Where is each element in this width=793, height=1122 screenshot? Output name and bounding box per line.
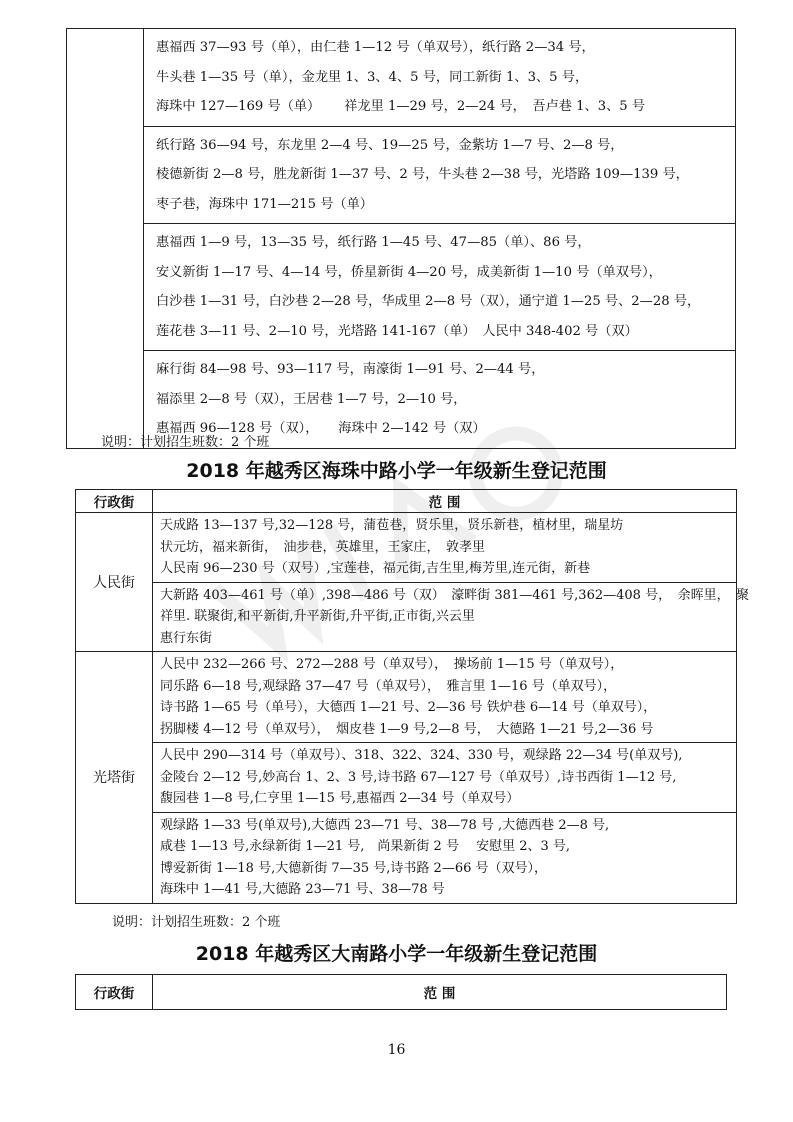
table-haizhu-school (75, 489, 750, 904)
range-cell (153, 652, 737, 743)
table-danan-school (75, 974, 727, 1010)
district-name: 人民街 (76, 513, 153, 652)
range-line: 海珠中 127—169 号（单） 祥龙里 1—29 号，2—24 号， 吾卢巷 1、3、5 号 (156, 99, 646, 114)
range-line: 诗书路 1—65 号（单号），大德西 1—21 号、2—36 号 铁炉巷 6—14 号（单双号）， (160, 700, 657, 715)
range-line: 纸行路 36—94 号，东龙里 2—4 号、19—25 号，金紫坊 1—7 号、2—8 号， (156, 137, 624, 153)
range-line: 白沙巷 1—31 号，白沙巷 2—28 号，华成里 2—8 号（双），通宁道 1—25 号、2—28 号， (156, 294, 701, 309)
range-line: 人民中 232—266 号、272—288 号（单双号）， 操场前 1—15 号（单双号）， (160, 657, 624, 672)
range-line: 惠福西 1—9 号，13—35 号，纸行路 1—45 号、47—85（单）、86 号， (156, 235, 591, 250)
range-cell (153, 743, 737, 813)
range-line: 观绿路 1—33 号(单双号),大德西 23—71 号、38—78 号 ,大德西巷 2—8 号, (160, 817, 610, 833)
range-line: 金陵台 2—12 号,妙高台 1、2、3 号,诗书路 67—127 号（单双号）,诗书西街 1—12 号, (160, 769, 677, 785)
range-line: 棱德新街 2—8 号，胜龙新街 1—37 号、2 号，牛头巷 2—38 号，光塔路 109—139 号， (156, 167, 689, 182)
range-cell (153, 582, 750, 652)
range-line: 祥里. 联聚街,和平新街,升平新街,升平街,正市街,兴云里 (160, 609, 475, 624)
range-line: 枣子巷，海珠中 171—215 号（单） (156, 196, 373, 212)
range-line: 天成路 13—137 号,32—128 号，蒲苞巷，贤乐里，贤乐新巷，植材里，瑞星坊 (160, 518, 624, 533)
range-cell (153, 513, 737, 583)
range-line: 状元坊，福来新街， 油步巷，英雄里，王家庄， 敦孝里 (160, 539, 486, 555)
range-line: 海珠中 1—41 号,大德路 23—71 号、38—78 号 (160, 882, 445, 897)
range-line: 惠行东街 (160, 630, 213, 646)
range-line: 拐脚楼 4—12 号（单双号）， 烟皮巷 1—9 号,2—8 号， 大德路 1—21 号,2—36 号 (160, 721, 654, 737)
header-district: 行政街 (76, 975, 153, 1010)
header-range: 范 围 (153, 490, 737, 513)
district-name: 光塔街 (76, 652, 153, 904)
range-line: 麻行街 84—98 号、93—117 号，南濠街 1—91 号、2—44 号， (156, 362, 545, 377)
range-line: 惠福西 37—93 号（单），由仁巷 1—12 号（单双号），纸行路 2—34 号， (156, 40, 595, 55)
range-cell (144, 126, 736, 224)
range-line: 福添里 2—8 号（双），王居巷 1—7 号，2—10 号， (156, 391, 467, 407)
range-line: 安义新街 1—17 号、4—14 号，侨星新街 4—20 号，成美新街 1—10 号（单双号）， (156, 264, 662, 280)
range-line: 人民南 96—230 号（双号）,宝莲巷，福元街,吉生里,梅芳里,连元街，新巷 (160, 561, 591, 576)
section-title: 2018 年越秀区海珠中路小学一年级新生登记范围 (186, 460, 607, 482)
table-previous-school (66, 28, 736, 449)
range-line: 馥园巷 1—8 号,仁亨里 1—15 号,惠福西 2—34 号（单双号） (160, 791, 520, 806)
district-cell-empty (67, 29, 144, 449)
section-title: 2018 年越秀区大南路小学一年级新生登记范围 (195, 943, 598, 965)
note-enrollment-classes: 说明：计划招生班数：2 个班 (112, 915, 281, 930)
range-line: 牛头巷 1—35 号（单），金龙里 1、3、4、5 号，同工新街 1、3、5 号， (156, 69, 589, 85)
range-line: 莲花巷 3—11 号、2—10 号，光塔路 141-167（单） 人民中 348-402 号（双） (156, 323, 638, 339)
range-line: 咸巷 1—13 号,永绿新街 1—21 号, 尚果新街 2 号 安慰里 2、3 号, (160, 839, 571, 854)
header-range: 范 围 (153, 975, 727, 1010)
range-cell (144, 29, 736, 127)
page-number: 16 (387, 1042, 406, 1058)
range-line: 同乐路 6—18 号,观绿路 37—47 号（单双号）， 雅言里 1—16 号（单双号）， (160, 678, 617, 694)
range-line: 惠福西 96—128 号（双）， 海珠中 2—142 号（双） (156, 421, 486, 436)
header-district: 行政街 (76, 490, 153, 513)
range-line: 大新路 403—461 号（单）,398—486 号（双） 濠畔街 381—461 号,362—408 号， 余晖里， 聚 (160, 587, 750, 603)
note-enrollment-classes: 说明：计划招生班数：2 个班 (101, 435, 270, 450)
range-line: 人民中 290—314 号（单双号）、318、322、324、330 号，观绿路 22—34 号(单双号), (160, 748, 683, 763)
range-cell (144, 224, 736, 351)
range-cell (153, 812, 737, 903)
range-line: 博爱新街 1—18 号,大德新街 7—35 号,诗书路 2—66 号（双号）， (160, 860, 547, 876)
